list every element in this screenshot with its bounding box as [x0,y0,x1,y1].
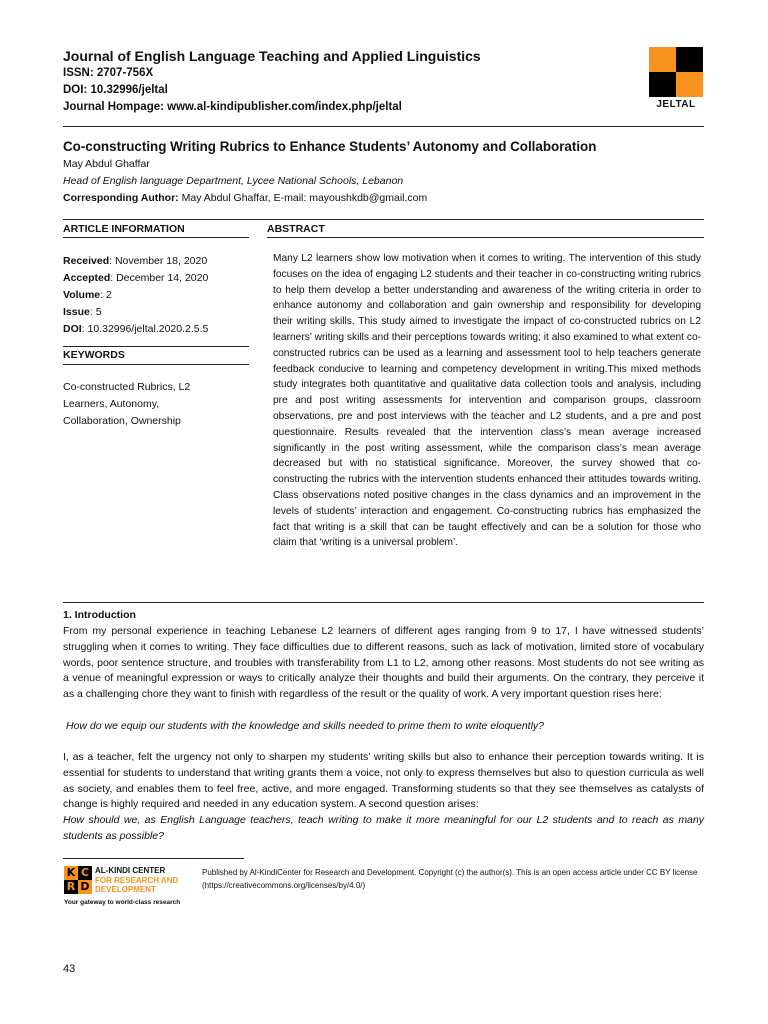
page-number: 43 [63,963,76,975]
logo-orange-square [676,72,703,97]
doi-row [63,321,208,338]
info-heading-rule [63,237,249,238]
keywords-heading: KEYWORDS [63,349,125,361]
intro-paragraph-1: From my personal experience in teaching Lebanese L2 learners of different ages ranging from 9 to 17, I have witnessed students’ struggling when it comes to writing. They face difficulties due to different reasons, such as lack of motivation, limited store of vocabulary words, poor sentence structure, and troubles with transferability from L1 to L2, among other reasons. Most students do not see writing as a venue of meaningful expression or ways to critically analyze their thoughts and build their arguments. On the contrary, they perceive it as a challenging chore they want to finish with regardless of the result or the quality of work. A very important question rises here: [63,625,704,701]
article-info-heading: ARTICLE INFORMATION [63,223,185,235]
logo-orange-square [649,47,676,72]
alkindi-line-1: AL-KINDI CENTER [95,866,166,875]
info-top-rule [63,219,704,220]
keywords-bottom-rule [63,364,249,365]
logo-letter-d: D [78,880,92,894]
doi-label: DOI [63,323,82,335]
affiliation-text: Head of English language Department, Lycee National Schools, Lebanon [63,175,404,187]
abstract-heading-rule [267,237,704,238]
alkindi-name [95,866,178,895]
intro-paragraph-2: I, as a teacher, felt the urgency not only to sharpen my students’ writing skills but also to enhance their perception towards writing. It is essential for students to understand that writing grants them a voice, not only to express themselves but also to question curricula as well as society, and enables them to feel free, active, and more engaged. Transforming students so that they see themselves as catalysts of change is highly required and needed in any education system. A second question arises: [63,751,704,811]
keywords-top-rule [63,346,249,347]
issue-label: Issue [63,306,90,318]
author-name: May Abdul Ghaffar [63,158,150,170]
doi-value[interactable]: : 10.32996/jeltal.2020.2.5.5 [81,323,209,335]
received-value: : November 18, 2020 [109,255,208,267]
header-divider [63,126,704,127]
license-text: Published by Al-KindiCenter for Research and Development. Copyright (c) the author(s). This is an open access article under CC BY license (https://creativecommons.org/licenses/by/4.0/) [202,868,698,890]
journal-doi: DOI: 10.32996/jeltal [63,84,168,96]
volume-label: Volume [63,289,101,301]
keywords-list: Co-constructed Rubrics, L2 Learners, Autonomy, Collaboration, Ownership [63,381,191,427]
journal-issn: ISSN: 2707-756X [63,67,154,79]
issue-row [63,304,208,321]
logo-caption: JELTAL [656,99,696,110]
journal-title: Journal of English Language Teaching and Applied Linguistics [63,48,481,64]
article-info [63,253,208,338]
article-title: Co-constructing Writing Rubrics to Enhance Students’ Autonomy and Collaboration [63,139,597,154]
corresponding-author [63,191,427,205]
volume-row [63,287,208,304]
issue-value: : 5 [89,306,102,318]
abstract-text: Many L2 learners show low motivation when it comes to writing. The intervention of this study focuses on the idea of engaging L2 students and their teacher in co-constructing writing rubrics to help them develop a better understanding and awareness of the writing criteria in order to enhance autonomy and collaboration and gain ownership and responsibility for developing their writing skills. This study aimed to investigate the impact of co-constructed rubrics on L2 learners’ writing skills and their perceptions towards writing; it also examined to what extent co-constructed rubrics can be used as a learning and assessment tool to help teachers generate feedback conducive to learning and competency development in writing.This mixed methods study integrates both quantitative and qualitative data collection tools and analysis, including pre and post writing assessments for intervention and comparison groups, classroom observations, pre and post interviews with the teacher and L2 students, and a pre and post questionnaire. Results revealed that the intervention class’s mean average increased significantly in the post writing assessment, while the comparison class’s mean average decreased but with no statistical significance. Moreover, the survey showed that co-constructing the rubrics with the intervention students enhanced their attitudes towards writing. Class observations noted positive changes in the class dynamics and an improvement in the levels of students’ interaction and engagement. Co-constructing rubrics has emphasized the fact that writing is a skill that can be taught effectively and can be a solution for those who claim that ‘writing is a universal problem’. [273,253,701,549]
logo-black-square [649,72,676,97]
logo-letter-c: C [78,866,92,880]
footer-rule [63,858,244,859]
accepted-value: : December 14, 2020 [110,272,209,284]
alkindi-logo [64,866,194,906]
corresponding-label: Corresponding Author: [63,192,179,204]
affiliation [63,174,403,188]
abstract-heading: ABSTRACT [267,223,325,235]
jeltal-logo [649,47,703,97]
accepted-row [63,270,208,287]
alkindi-logo-grid [64,866,92,894]
logo-black-square [676,47,703,72]
received-row [63,253,208,270]
logo-letter-k: K [64,866,78,880]
intro-question-2: How should we, as English Language teachers, teach writing to make it more meaningful for our L2 students and to reach as many students as possible? [63,814,704,842]
volume-value: : 2 [100,289,112,301]
alkindi-line-2: FOR RESEARCH AND [95,875,179,885]
accepted-label: Accepted [63,272,111,284]
alkindi-line-3: DEVELOPMENT [95,885,156,894]
abstract-bottom-rule [63,602,704,603]
intro-question-1: How do we equip our students with the knowledge and skills needed to prime them to write eloquently? [66,720,545,732]
journal-homepage[interactable]: Journal Hompage: www.al-kindipublisher.com/index.php/jeltal [63,101,402,113]
alkindi-tagline: Your gateway to world-class research [64,899,181,906]
intro-heading: 1. Introduction [63,609,136,621]
logo-letter-r: R [64,880,78,894]
received-label: Received [63,255,110,267]
corresponding-value: May Abdul Ghaffar, E-mail: mayoushkdb@gmail.com [178,192,428,204]
